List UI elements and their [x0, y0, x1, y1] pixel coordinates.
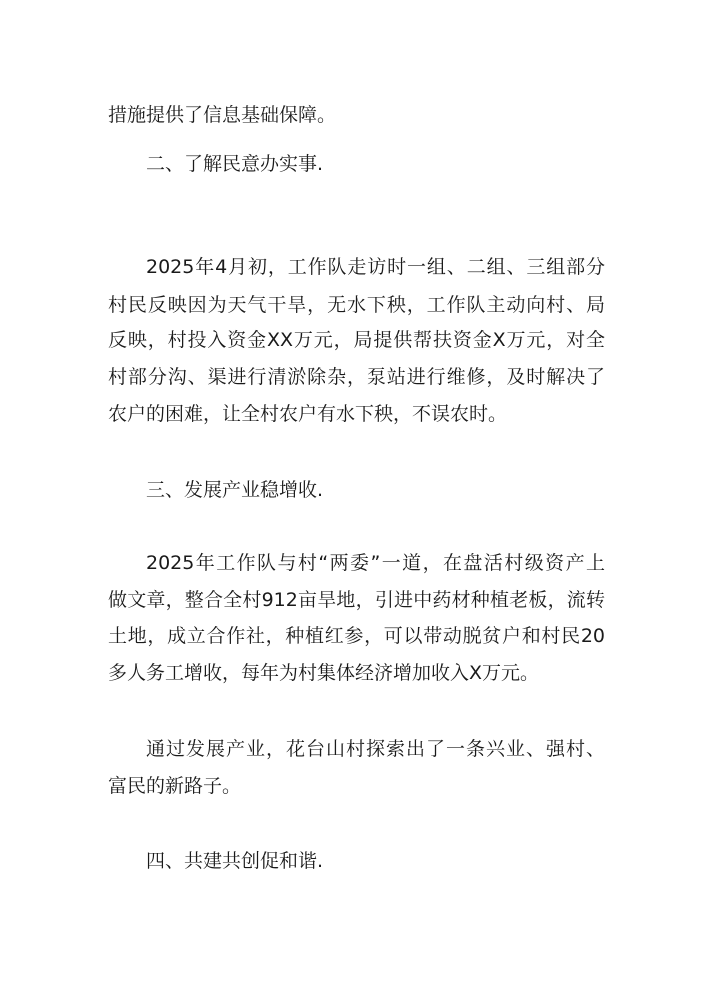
paragraph-line: 多人务工增收，每年为村集体经济增加收入X万元。 — [108, 662, 540, 684]
paragraph-line: 富民的新路子。 — [108, 775, 242, 797]
paragraph-line: 做文章，整合全村912亩旱地，引进中药材种植老板，流转 — [108, 589, 605, 611]
section-heading-2: 二、了解民意办实事. — [146, 153, 324, 175]
paragraph-line: 2025年4月初，工作队走访时一组、二组、三组部分 — [146, 256, 605, 278]
paragraph-line: 村部分沟、渠进行清淤除杂，泵站进行维修，及时解决了 — [108, 366, 605, 388]
paragraph-line: 措施提供了信息基础保障。 — [108, 104, 337, 126]
paragraph-line: 2025年工作队与村“两委”一道，在盘活村级资产上 — [146, 552, 605, 574]
section-heading-4: 四、共建共创促和谐. — [146, 850, 324, 872]
paragraph-line: 村民反映因为天气干旱，无水下秧，工作队主动向村、局 — [108, 294, 605, 316]
paragraph-line: 反映，村投入资金XX万元，局提供帮扶资金X万元，对全 — [108, 329, 605, 351]
paragraph-line: 农户的困难，让全村农户有水下秧，不误农时。 — [108, 403, 508, 425]
section-heading-3: 三、发展产业稳增收. — [146, 479, 324, 501]
paragraph-line: 通过发展产业，花台山村探索出了一条兴业、强村、 — [146, 738, 605, 760]
paragraph-line: 土地，成立合作社，种植红参，可以带动脱贫户和村民20 — [108, 625, 605, 647]
